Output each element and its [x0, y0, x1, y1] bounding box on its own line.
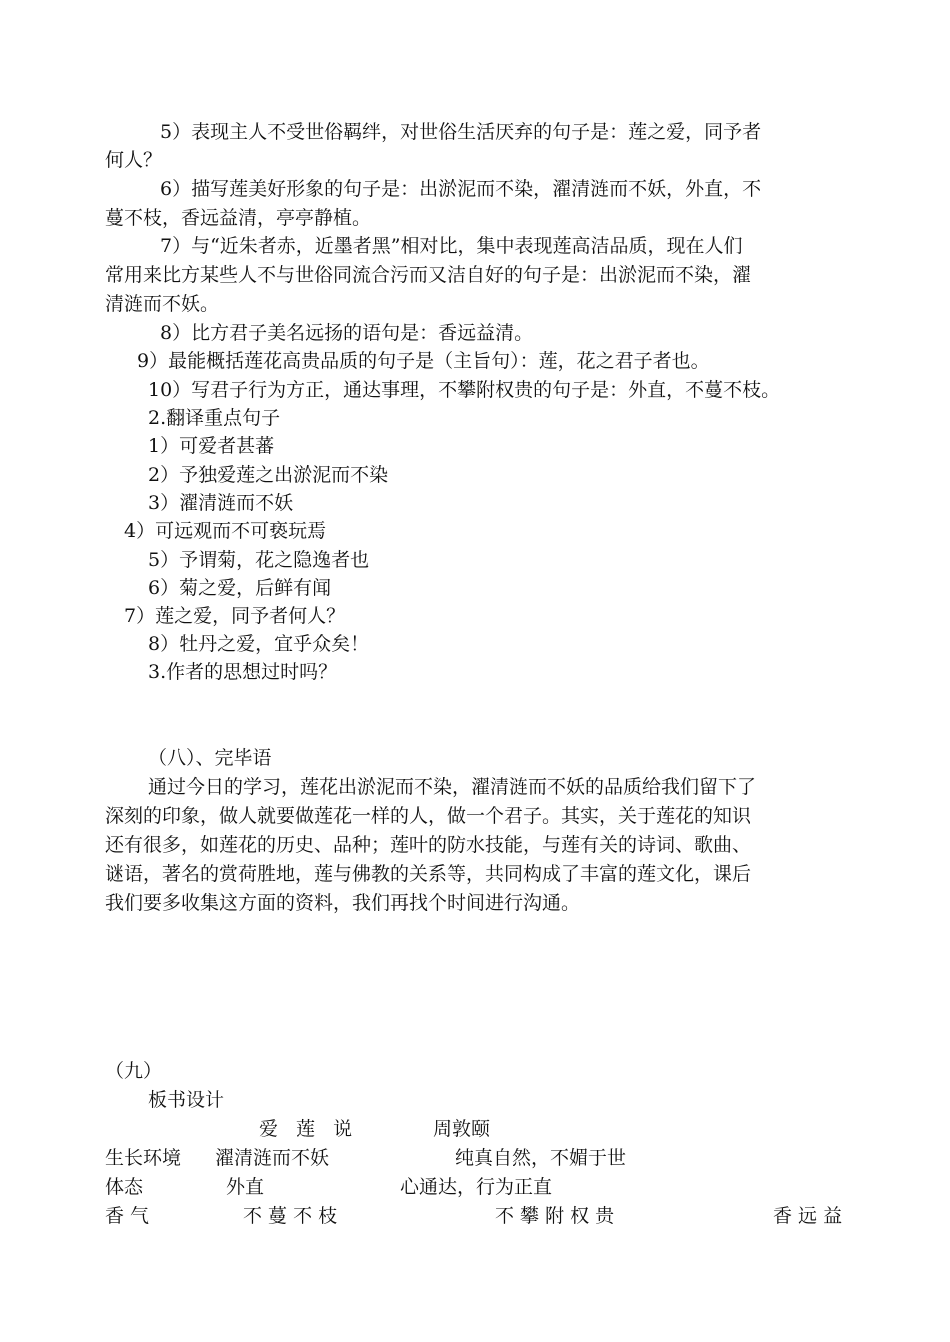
item-5: 5）表现主人不受世俗羁绊，对世俗生活厌弃的句子是：莲之爱，同予者 [160, 121, 762, 143]
board-row-3-label: 香 气 [105, 1205, 150, 1227]
question: 3.作者的思想过时吗？ [148, 661, 338, 683]
translate-item-4: 4）可远观而不可亵玩焉 [124, 520, 327, 542]
item-7: 7）与“近朱者赤，近墨者黑”相对比，集中表现莲高洁品质，现在人们 [160, 235, 743, 257]
section8-heading: （八）、完毕语 [148, 747, 272, 769]
translate-item-8: 8）牡丹之爱，宜乎众矣！ [148, 633, 370, 655]
board-row-2-col2: 心通达，行为正直 [400, 1176, 553, 1198]
translate-item-5: 5）予谓菊，花之隐逸者也 [148, 549, 370, 571]
paragraph-line-4: 谜语，著名的赏荷胜地，莲与佛教的关系等，共同构成了丰富的莲文化，课后 [105, 863, 752, 885]
board-row-1-col1: 濯清涟而不妖 [215, 1147, 330, 1169]
paragraph-line-3: 还有很多，如莲花的历史、品种；莲叶的防水技能，与莲有关的诗词、歌曲、 [105, 834, 752, 856]
item-9: 9）最能概括莲花高贵品质的句子是（主旨句）：莲，花之君子者也。 [137, 350, 710, 372]
translate-item-7: 7）莲之爱，同予者何人？ [124, 605, 346, 627]
item-8: 8）比方君子美名远扬的语句是：香远益清。 [160, 322, 534, 344]
item-7-cont: 常用来比方某些人不与世俗同流合污而又洁自好的句子是：出淤泥而不染，濯 [105, 264, 752, 286]
item-6: 6）描写莲美好形象的句子是：出淤泥而不染，濯清涟而不妖，外直，不 [160, 178, 762, 200]
paragraph-line-2: 深刻的印象，做人就要做莲花一样的人，做一个君子。其实，关于莲花的知识 [105, 805, 752, 827]
item-5-cont: 何人？ [105, 149, 163, 171]
paragraph-line-5: 我们要多收集这方面的资料，我们再找个时间进行沟通。 [105, 892, 581, 914]
board-row-3-col3: 香 远 益 [773, 1205, 843, 1227]
translate-item-6: 6）菊之爱，后鲜有闻 [148, 577, 332, 599]
board-row-1-label: 生长环境 [105, 1147, 182, 1169]
board-row-3-col2: 不 攀 附 权 贵 [495, 1205, 615, 1227]
item-6-cont: 蔓不枝，香远益清，亭亭静植。 [105, 207, 372, 229]
board-row-2-label: 体态 [105, 1176, 144, 1198]
item-7-cont2: 清涟而不妖。 [105, 293, 220, 315]
paragraph-line-1: 通过今日的学习，莲花出淤泥而不染，濯清涟而不妖的品质给我们留下了 [148, 776, 757, 798]
translate-heading: 2.翻译重点句子 [148, 407, 281, 429]
board-row-3-col1: 不 蔓 不 枝 [243, 1205, 338, 1227]
translate-item-3: 3）濯清涟而不妖 [148, 492, 294, 514]
translate-item-2: 2）予独爱莲之出淤泥而不染 [148, 464, 389, 486]
board-row-2-col1: 外直 [226, 1176, 265, 1198]
board-title: 爱 莲 说 [259, 1118, 359, 1140]
board-design-label: 板书设计 [148, 1089, 225, 1111]
board-author: 周敦颐 [433, 1118, 491, 1140]
item-10: 10）写君子行为方正，通达事理，不攀附权贵的句子是：外直，不蔓不枝。 [148, 379, 781, 401]
section9-heading: （九） [105, 1060, 163, 1082]
translate-item-1: 1）可爱者甚蕃 [148, 435, 275, 457]
board-row-1-col2: 纯真自然，不媚于世 [455, 1147, 627, 1169]
